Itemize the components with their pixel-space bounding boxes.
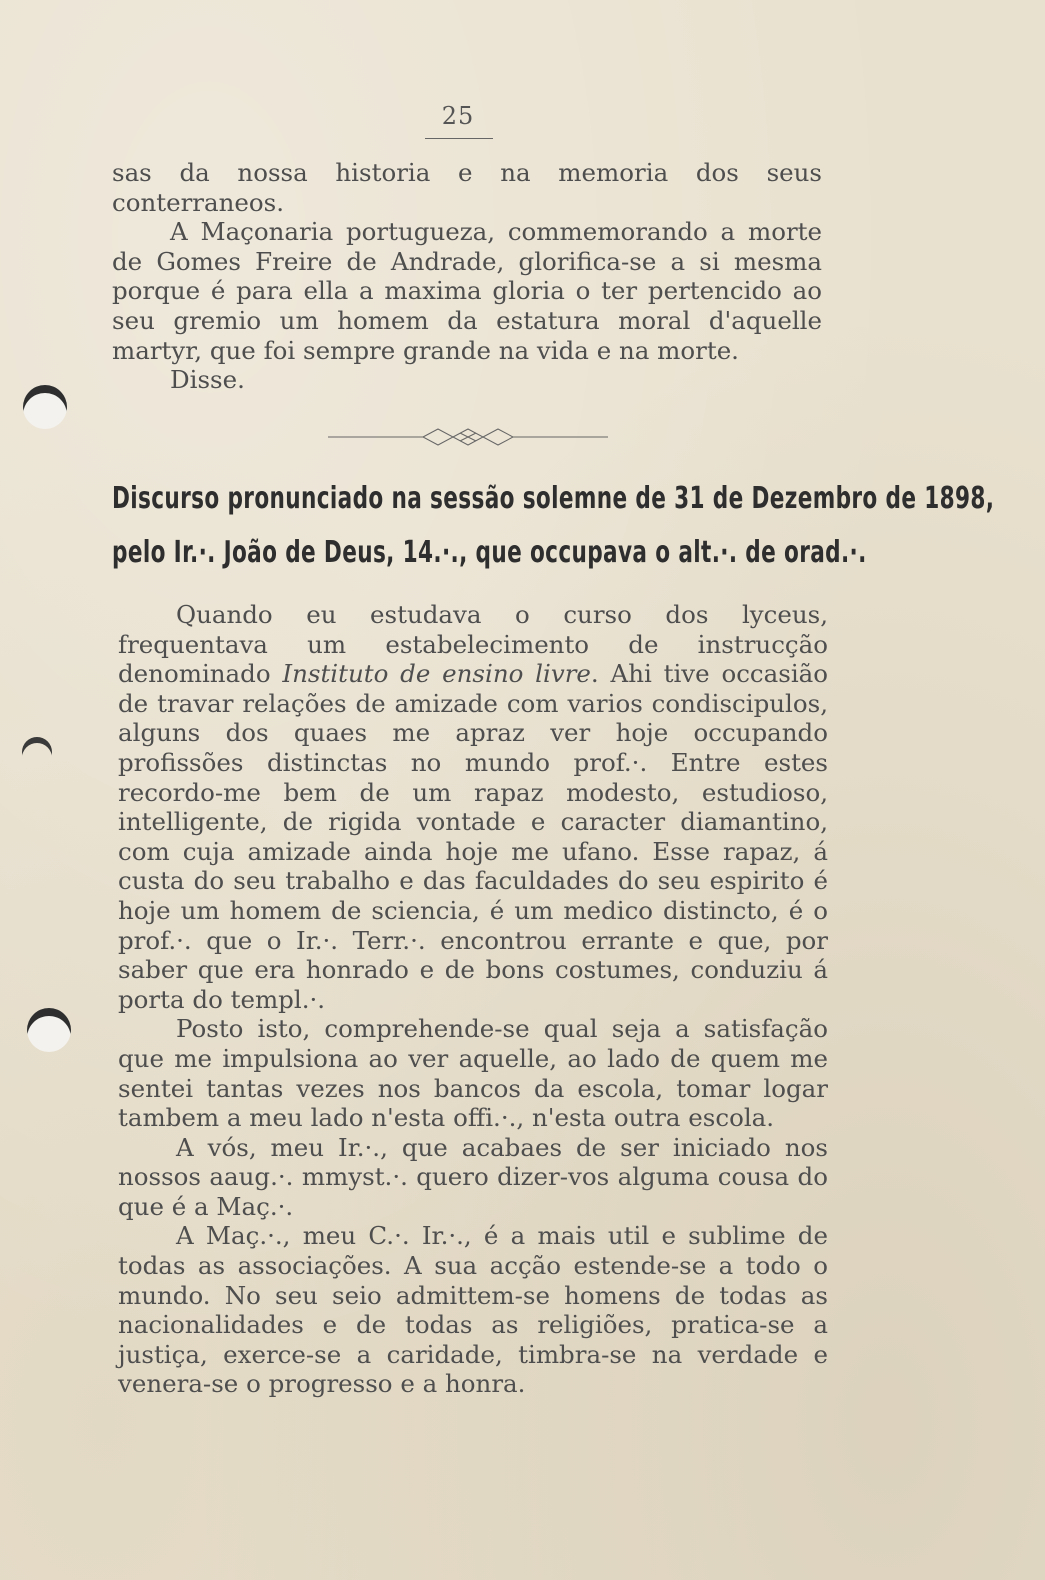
heading-line-1: Discurso pronunciado na sessão solemne de 31 de Dezembro de 1898, — [111, 481, 995, 516]
speech-heading — [111, 472, 995, 580]
paragraph-posto-isto: Posto isto, comprehende-se qual seja a satisfação que me impulsiona ao ver aquelle, ao lado de quem me sentei tantas vezes nos bancos da escola, tomar logar tambem a meu lado n'esta offi.·., n'esta outra escola. — [118, 1014, 828, 1133]
page-number-rule — [425, 138, 493, 139]
ornamental-separator — [328, 425, 608, 449]
paragraph-lyceus-rest: . Ahi tive occasião de travar relações de amizade com varios condiscipulos, alguns dos quaes me apraz ver hoje occupando profissões distinctas no mundo prof.·. Entre estes recordo-me bem de um rapaz modesto, estudioso, intelligente, de rigida vontade e caracter diamantino, com cuja amizade ainda hoje me ufano. Esse rapaz, á custa do seu trabalho e das faculdades do seu espirito é hoje um homem de sciencia, é um medico distincto, é o prof.·. que o Ir.·. Terr.·. encontrou errante e que, por saber que era honrado e de bons costumes, conduziu á porta do templ.·. — [118, 659, 829, 1014]
binding-hole — [22, 737, 52, 767]
paragraph-a-vos: A vós, meu Ir.·., que acabaes de ser iniciado nos nossos aaug.·. mmyst.·. quero dizer-vos alguma cousa do que é a Maç.·. — [118, 1132, 828, 1221]
text-block-speech — [118, 600, 828, 1399]
binding-hole — [23, 385, 67, 429]
heading-line-2: pelo Ir.·. João de Deus, 14.·., que occupava o alt.·. de orad.·. — [111, 535, 867, 570]
paragraph-lyceus — [118, 600, 828, 1014]
binding-hole — [27, 1008, 71, 1052]
paragraph-a-macon: A Maç.·., meu C.·. Ir.·., é a mais util e sublime de todas as associações. A sua acção estende-se a todo o mundo. No seu seio admittem-se homens de todas as nacionalidades e de todas as religiões, pratica-se a justiça, exerce-se a caridade, timbra-se na verdade e venera-se o progresso e a honra. — [118, 1221, 828, 1399]
page-number: 25 — [441, 102, 475, 130]
institute-name: Instituto de ensino livre — [282, 659, 591, 689]
text-block-top — [112, 158, 822, 395]
paragraph-lyceus-start: Quando eu estudava o curso dos lyceus, frequentava um estabelecimento de instrucção denominado — [118, 600, 828, 689]
paragraph-continuation: sas da nossa historia e na memoria dos seus conterraneos. — [112, 158, 822, 217]
paragraph-disse: Disse. — [170, 365, 245, 395]
paragraph-maconaria: A Maçonaria portugueza, commemorando a morte de Gomes Freire de Andrade, glorifica-se a si mesma porque é para ella a maxima gloria o ter pertencido ao seu gremio um homem da estatura moral d'aquelle martyr, que foi sempre grande na vida e na morte. — [112, 217, 822, 365]
